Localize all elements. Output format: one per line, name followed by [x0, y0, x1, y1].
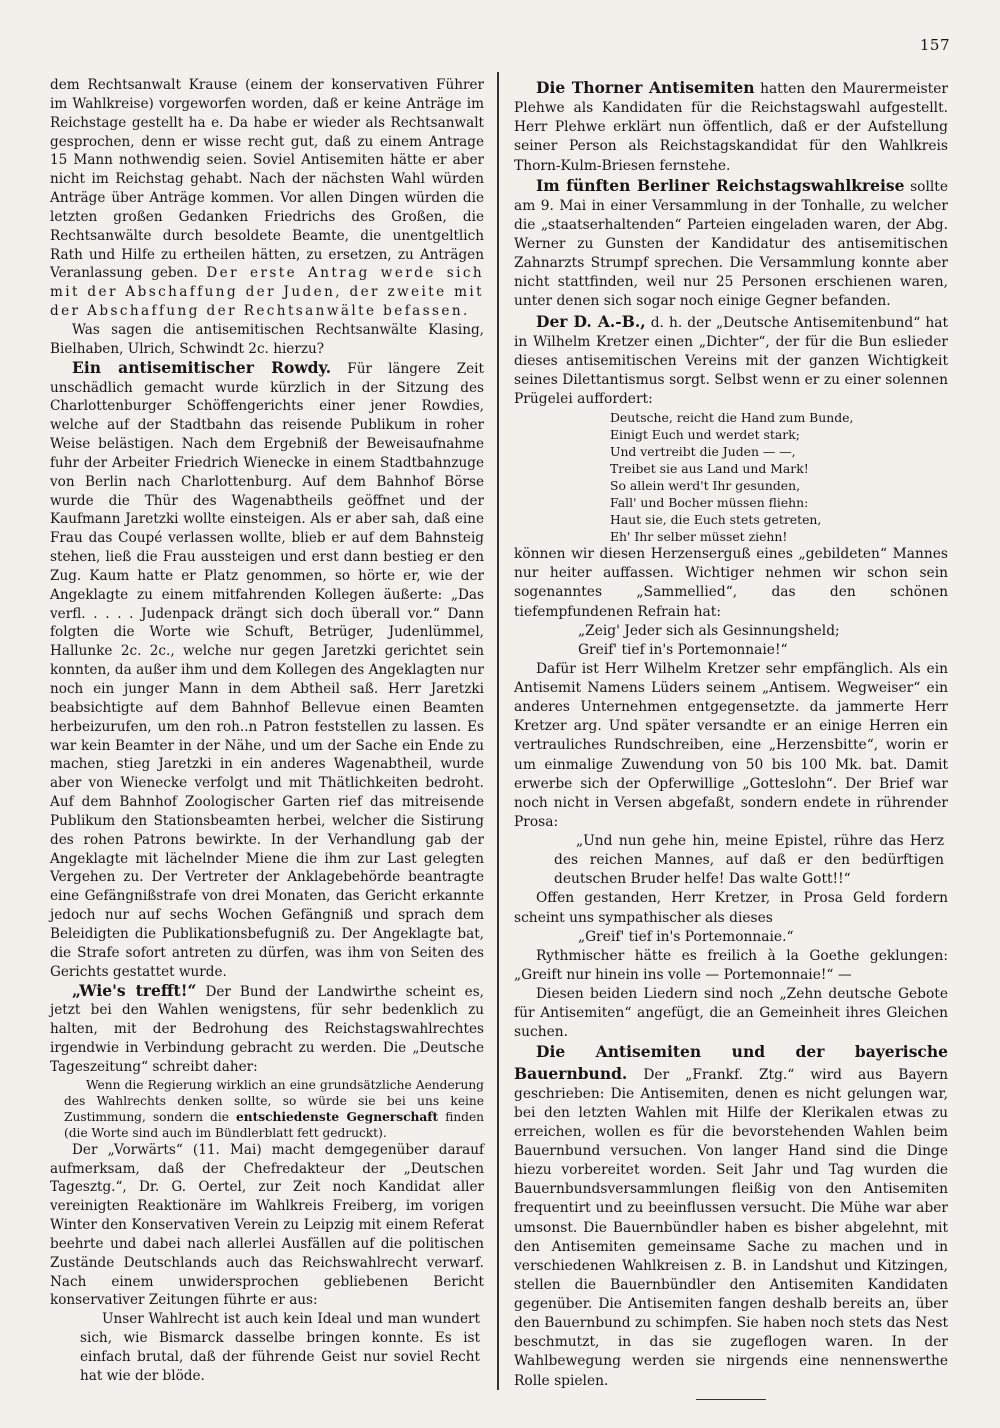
article-paragraph: Dafür ist Herr Wilhelm Kretzer sehr empfänglich. Als ein Antisemit Namens Lüders seinem „Antisem. Wegweiser“ ein anderes Unternehmen entgegensetzte. da jammerte Herr Kretzer arg. Und später versandte er an einige Herren ein vertrauliches Rundschreiben, eine „Herzensbitte“, worin er um einmalige Zuwendung von 50 bis 100 Mk. bat. Damit erwerbe sich der Opferwillige „Gotteslohn“. Der Brief war noch nicht in Versen abgefaßt, sondern endete in rührender Prosa:	[514, 660, 948, 830]
verse-line: Eh' Ihr selber müsset ziehn!	[610, 529, 788, 545]
verse-line: Deutsche, reicht die Hand zum Bunde,	[610, 410, 854, 426]
verse-line: Und vertreibt die Juden — —,	[610, 444, 796, 460]
refrain-line: „Greif' tief in's Portemonnaie.“	[578, 928, 794, 945]
article-heading: Die Antisemiten und der bayerische Bauernbund.	[514, 1042, 948, 1083]
quote-block: Unser Wahlrecht ist auch kein Ideal und man wundert sich, wie Bismarck dasselbe bringen konnte. Es ist einfach brutal, daß der führende Geist nur soviel Recht hat wie der blöde.	[80, 1311, 480, 1384]
quote-block: „Und nun gehe hin, meine Epistel, rühre das Herz des reichen Mannes, auf daß er den bedürftigen deutschen Bruder helfe! Das walte Gott!!“	[554, 833, 944, 888]
article-paragraph: Die Thorner Antisemiten hatten den Maurermeister Plehwe als Kandidaten für die Reichstagswahl aufgestellt. Herr Plehwe erklärt nun öffentlich, daß er der Aufstellung seiner Person als Reichstagskandidat für den Wahlkreis Thorn-Kulm-Briesen fernstehe.	[514, 78, 948, 174]
verse-line: So allein werd't Ihr gesunden,	[610, 478, 801, 494]
article-heading: Im fünften Berliner Reichstagswahlkreise	[536, 175, 905, 195]
end-rule	[696, 1399, 766, 1400]
refrain-line: Greif' tief in's Portemonnaie!“	[578, 641, 788, 658]
page-number: 157	[919, 36, 950, 54]
refrain-line: „Zeig' Jeder sich als Gesinnungsheld;	[578, 622, 840, 639]
spaced-emphasis: Der erste Antrag werde sich mit der Abschaffung der Juden, der zweite mit der Abschaffung der Rechtsanwälte befassen.	[50, 265, 484, 320]
article-heading: Ein antisemitischer Rowdy.	[72, 357, 332, 377]
left-column	[50, 76, 484, 1386]
article-paragraph: „Wie's trefft!“ Der Bund der Landwirthe scheint es, jetzt bei den Wahlen wenigstens, für sehr bedenklich zu halten, mit der Bedrohung des Reichstagswahlrechtes irgendwie in Verbindung gebracht zu werden. Die „Deutsche Tageszeitung“ schreibt daher:	[50, 980, 484, 1075]
verse-line: Einigt Euch und werdet stark;	[610, 427, 800, 443]
article-paragraph: Diesen beiden Liedern sind noch „Zehn deutsche Gebote für Antisemiten“ angefügt, die an Gemeinheit ihres Gleichen suchen.	[514, 986, 948, 1041]
article-paragraph: können wir diesen Herzenserguß eines „gebildeten“ Mannes nur heiter auffassen. Wichtiger nehmen wir schon sein sogenanntes „Sammellied“, das den schönen tiefempfundenen Refrain hat:	[514, 546, 948, 620]
article-heading: Der D. A.-B.,	[536, 311, 646, 331]
quote-block: Wenn die Regierung wirklich an eine grundsätzliche Aenderung des Wahlrechts denken sollte, so würde sie bei uns keine Zustimmung, sondern die entschiedenste Gegnerschaft finden (die Worte sind auch im Bündlerblatt fett gedruckt).	[64, 1077, 485, 1140]
verse-line: Treibet sie aus Land und Mark!	[610, 461, 809, 477]
verse-line: Fall' und Bocher müssen fliehn:	[610, 495, 809, 511]
right-column	[514, 78, 948, 1400]
article-paragraph: Die Antisemiten und der bayerische Bauernbund. Der „Frankf. Ztg.“ wird aus Bayern geschrieben: Die Antisemiten, denen es nicht gelungen war, bei den letzten Wahlen mit Hilfe der Klerikalen etwas zu erreichen, wollen es für die bevorstehenden Wahlen beim Bauernbund versuchen. Von langer Hand sind die Dinge hiezu vorbereitet worden. Seit Jahr und Tag wurden die Bauernbundsversammlungen fleißig von den Antisemiten frequentirt und zu beeinflussen versucht. Die Mühe war aber umsonst. Die Bauernbündler haben es bisher abgelehnt, mit den Antisemiten gemeinsame Sache zu machen und in verschiedenen Wahlkreisen z. B. in Landshut und Kitzingen, stellen die Bauernbündler den Antisemiten Kandidaten gegenüber. Die Antisemiten fangen deshalb bereits an, über den Bauernbund zu schimpfen. Sie haben noch stets das Nest beschmutzt, in das sie zugeflogen waren. In der Wahlbewegung werden sie nirgends eine nennenswerthe Rolle spielen.	[514, 1042, 949, 1389]
article-heading: Die Thorner Antisemiten	[536, 78, 755, 97]
article-paragraph: Im fünften Berliner Reichstagswahlkreise sollte am 9. Mai in einer Versammlung in der Tonhalle, zu welcher die „staatserhaltenden“ Parteien eingeladen waren, der Abg. Werner zu Gunsten der Kandidatur des antisemitischen Zahnarzts Strumpf sprechen. Die Versammlung konnte aber nicht stattfinden, weil nur 25 Personen erschienen waren, unter denen sich sogar noch einige Gegner befanden.	[514, 175, 949, 310]
verse-line: Haut sie, die Euch stets getreten,	[610, 512, 822, 528]
article-paragraph: Der D. A.-B., d. h. der „Deutsche Antisemitenbund“ hat in Wilhelm Kretzer einen „Dichter“, der für die Bun eslieder dieses antisemitischen Vereins mit der ganzen Wichtigkeit seines Dilettantismus sorgt. Selbst wenn er zu einer solennen Prügelei auffordert:	[514, 311, 949, 407]
article-paragraph: dem Rechtsanwalt Krause (einem der konservativen Führer im Wahlkreise) vorgeworfen worden, daß er keine Anträge im Reichstage gestellt ha e. Da habe er wieder als Rechtsanwalt gesprochen, denn er wisse recht gut, daß zu einem Antrage 15 Mann nothwendig seien. Soviel Antisemiten hätte er aber nicht im Reichstag gehabt. Nach der nächsten Wahl würden Anträge über Anträge kommen. Vor allen Dingen würden die letzten großen Gedanken Friedrichs des Großen, die Rechtsanwälte durch besoldete Beamte, die unentgeltlich Rath und Hilfe zu ertheilen hätten, zu ersetzen, zu Anträgen Veranlassung geben. Der erste Antrag werde sich mit der Abschaffung der Juden, der zweite mit der Abschaffung der Rechtsanwälte befassen.	[50, 77, 484, 320]
article-heading: „Wie's trefft!“	[72, 980, 197, 1000]
article-paragraph: Offen gestanden, Herr Kretzer, in Prosa Geld fordern scheint uns sympathischer als dieses	[514, 890, 948, 926]
column-rule	[497, 72, 499, 1390]
article-paragraph: Was sagen die antisemitischen Rechtsanwälte Klasing, Bielhaben, Ulrich, Schwindt 2c. hierzu?	[50, 321, 484, 357]
article-paragraph: Rythmischer hätte es freilich à la Goethe geklungen: „Greift nur hinein ins volle — Portemonnaie!“ —	[514, 947, 948, 983]
article-paragraph: Ein antisemitischer Rowdy. Für längere Zeit unschädlich gemacht wurde kürzlich in der Sitzung des Charlottenburger Schöffengerichts einer jener Rowdies, welche auf der Stadtbahn das reisende Publikum in roher Weise belästigen. Nach dem Ergebniß der Beweisaufnahme fuhr der Arbeiter Friedrich Wienecke in einem Stadtbahnzuge von Berlin nach Charlottenburg. Auf dem Bahnhof Börse wurde die Thür des Wagenabtheils geöffnet und der Kaufmann Jaretzki wollte einsteigen. Als er aber sah, daß eine Frau das Coupé verlassen wollte, blieb er auf dem Bahnsteig stehen, ließ die Frau aussteigen und erst dann bestieg er den Zug. Kaum hatte er Platz genommen, so hörte er, wie der Angeklagte zu einem mitfahrenden Kollegen äußerte: „Das verfl. . . . . Judenpack drängt sich doch überall vor.“ Dann folgten die Worte wie Schuft, Betrüger, Judenlümmel, Hallunke 2c. 2c., welche nur gegen Jaretzki gerichtet sein konnten, da außer ihm und dem Kollegen des Angeklagten nur noch ein junger Mann in dem Abtheil saß. Herr Jaretzki beabsichtigte auf dem Bahnhof Bellevue einen Beamten herbeizurufen, um den roh..n Patron feststellen zu lassen. Es war kein Beamter in der Nähe, und um der Sache ein Ende zu machen, stieg Jaretzki in ein anderes Wagenabtheil, wurde aber von Wienecke verfolgt und mit Thätlichkeiten bedroht. Auf dem Bahnhof Zoologischer Garten rief das mitreisende Publikum den Stationsbeamten herbei, welcher die Sistirung des rohen Patrons bewirkte. In der Verhandlung gab der Angeklagte mit lächelnder Miene die ihm zur Last gelegten Vergehen zu. Der Vertreter der Anklagebehörde beantragte eine Gefängnißstrafe von drei Monaten, das Gericht erkannte jedoch nur auf sechs Wochen Gefängniß und sprach dem Beleidigten die Publikationsbefugniß zu. Der Angeklagte bat, die Strafe sofort antreten zu dürfen, was ihm von Seiten des Gerichts gestattet wurde.	[50, 357, 484, 980]
bold-phrase: entschiedenste Gegnerschaft	[235, 1109, 439, 1124]
article-paragraph: Der „Vorwärts“ (11. Mai) macht demgegenüber darauf aufmerksam, daß der Chefredakteur der „Deutschen Tagesztg.“, Dr. G. Oertel, zur Zeit noch Kandidat aller vereinigten Reaktionäre im Wahlkreis Freiberg, im vorigen Winter den Konservativen Verein zu Leipzig mit einem Referat beehrte und dabei nach allerlei Ausfällen auf die politischen Zustände Deutschlands auch das Reichswahlrecht verwarf. Nach einem unwidersprochen gebliebenen Bericht konservativer Zeitungen führte er aus:	[50, 1141, 484, 1309]
poem-verse	[514, 409, 948, 545]
